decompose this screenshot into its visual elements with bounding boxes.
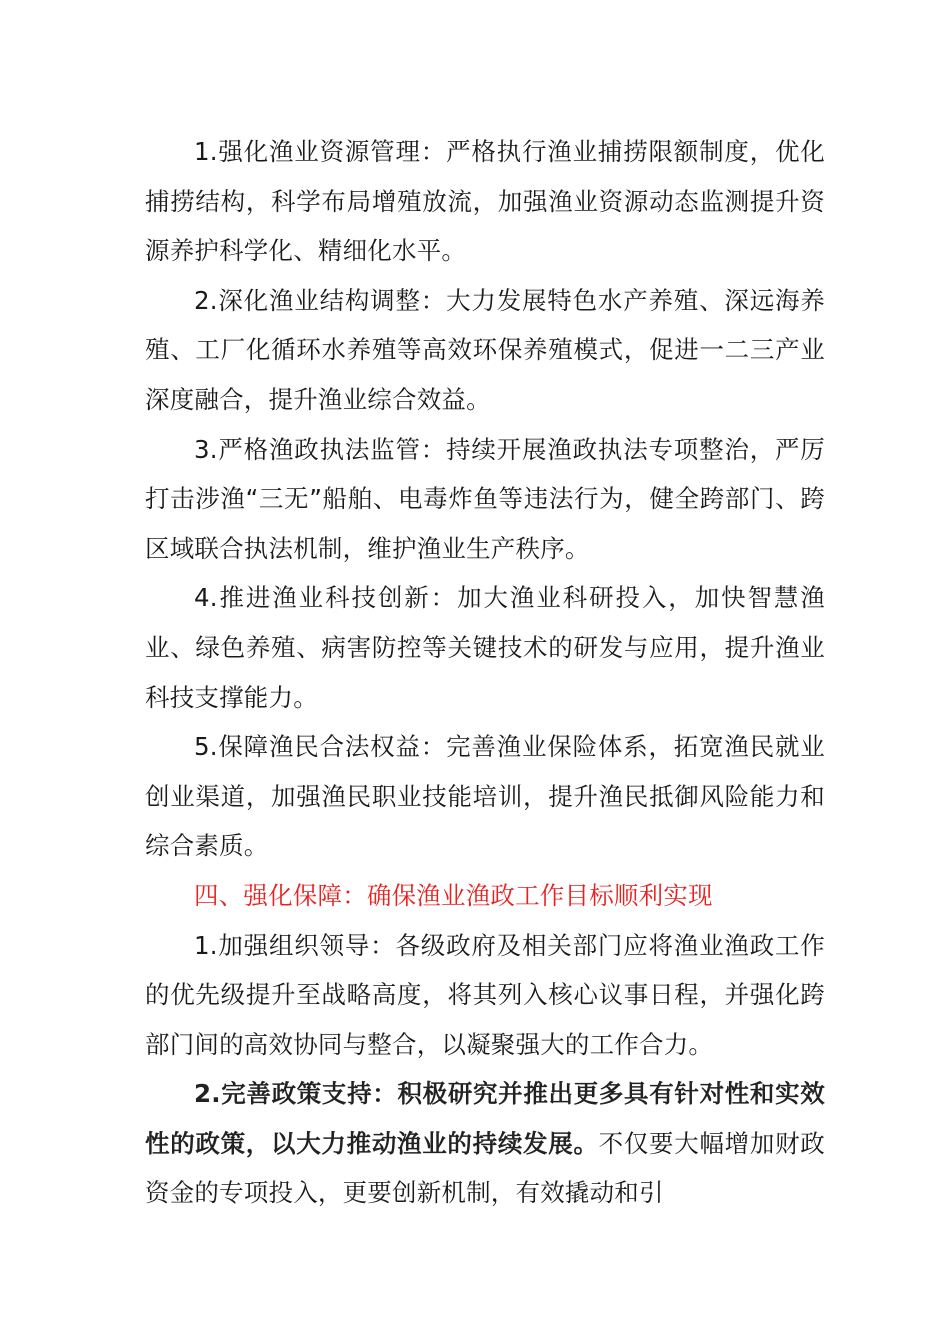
paragraph-structure-adjustment: 2.深化渔业结构调整：大力发展特色水产养殖、深远海养殖、工厂化循环水养殖等高效环保养殖模式，促进一二三产业深度融合，提升渔业综合效益。 xyxy=(145,285,825,414)
paragraph-organization-leadership: 1.加强组织领导：各级政府及相关部门应将渔业渔政工作的优先级提升至战略高度，将其列入核心议事日程，并强化跨部门间的高效协同与整合，以凝聚强大的工作合力。 xyxy=(145,930,825,1059)
paragraph-tech-innovation: 4.推进渔业科技创新：加大渔业科研投入，加快智慧渔业、绿色养殖、病害防控等关键技术的研发与应用，提升渔业科技支撑能力。 xyxy=(145,583,825,712)
policy-support-rest-text: 不仅要大幅增加财政资金的专项投入，更要创新机制，有效撬动和引 xyxy=(145,1128,825,1208)
paragraph-resource-management: 1.强化渔业资源管理：严格执行渔业捕捞限额制度，优化捕捞结构，科学布局增殖放流，加强渔业资源动态监测提升资源养护科学化、精细化水平。 xyxy=(145,137,825,266)
document-page xyxy=(145,127,825,1218)
section-heading: 四、强化保障：确保渔业渔政工作目标顺利实现 xyxy=(194,880,713,910)
paragraph-policy-support xyxy=(145,1069,825,1218)
policy-support-bold-text: 2.完善政策支持：积极研究并推出更多具有针对性和实效性的政策，以大力推动渔业的持续发展。 xyxy=(145,1079,825,1158)
paragraph-law-enforcement: 3.严格渔政执法监管：持续开展渔政执法专项整治，严厉打击涉渔“三无”船舶、电毒炸鱼等违法行为，健全跨部门、跨区域联合执法机制，维护渔业生产秩序。 xyxy=(145,434,825,563)
paragraph-fishermen-rights: 5.保障渔民合法权益：完善渔业保险体系，拓宽渔民就业创业渠道，加强渔民职业技能培训，提升渔民抵御风险能力和综合素质。 xyxy=(145,732,825,861)
